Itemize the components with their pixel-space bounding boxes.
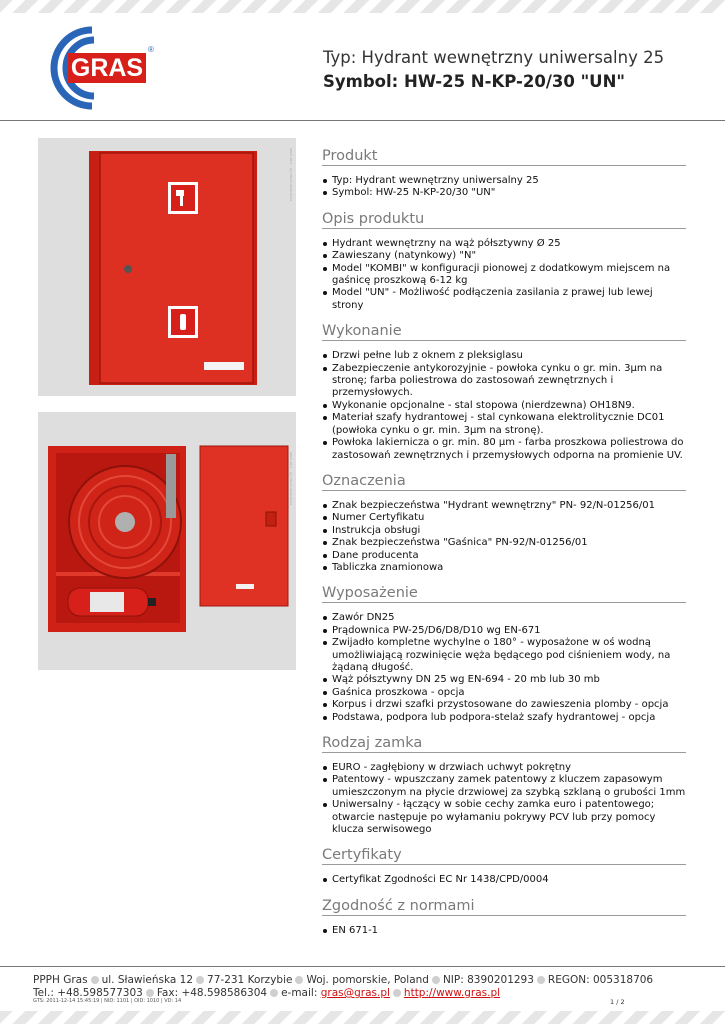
footer-address-line: [33, 974, 653, 986]
list-item: Prądownica PW-25/D6/D8/D10 wg EN-671: [322, 625, 686, 637]
list-item: Hydrant wewnętrzny na wąż półsztywny Ø 25: [322, 238, 686, 250]
footer-city: 77-231 Korzybie: [207, 974, 293, 986]
section-oznaczenia: [322, 473, 686, 574]
list-item: Zwijadło kompletne wychylne o 180° - wyposażone w oś wodną umożliwiającą rozwinięcie węża będącego pod ciśnieniem wody, na żądaną długość.: [322, 637, 686, 674]
list-item: Gaśnica proszkowa - opcja: [322, 687, 686, 699]
list-item: Dane producenta: [322, 550, 686, 562]
header-divider: [0, 120, 725, 121]
bottom-stripe-border: [0, 1011, 725, 1024]
top-stripe-border: [0, 0, 725, 13]
section-zgodnosc-z-normami: [322, 898, 686, 937]
list-item: Instrukcja obsługi: [322, 525, 686, 537]
section-wyposazenie: [322, 585, 686, 724]
bullet-list: [322, 350, 686, 462]
list-item: Wykonanie opcjonalne - stal stopowa (nierdzewna) OH18N9.: [322, 400, 686, 412]
list-item: Patentowy - wpuszczany zamek patentowy z kluczem zapasowym umieszczonym na płycie drzwiowej za szybką szklaną o grubości 1mm: [322, 774, 686, 799]
list-item: Zabezpieczenie antykorozyjnie - powłoka cynku o gr. min. 3µm na stronę; farba poliestrowa do zastosowań zewnętrznych i przemysłowych.: [322, 363, 686, 400]
section-certyfikaty: [322, 847, 686, 886]
list-item: Drzwi pełne lub z oknem z pleksiglasu: [322, 350, 686, 362]
list-item: Certyfikat Zgodności EC Nr 1438/CPD/0004: [322, 874, 686, 886]
separator-dot-icon: [537, 976, 545, 984]
separator-dot-icon: [393, 989, 401, 997]
list-item: Model "KOMBI" w konfiguracji pionowej z dodatkowym miejscem na gaśnicę proszkową 6-12 kg: [322, 263, 686, 288]
list-item: Model "UN" - Możliwość podłączenia zasilania z prawej lub lewej strony: [322, 287, 686, 312]
separator-dot-icon: [295, 976, 303, 984]
separator-dot-icon: [432, 976, 440, 984]
section-wykonanie: [322, 323, 686, 462]
photo-side-print: GRAS 2011 · typ HW-25 N-KP-20/30: [289, 452, 293, 506]
section-produkt: [322, 148, 686, 200]
section-opis-produktu: [322, 211, 686, 312]
product-photo-open-cabinet: [38, 412, 296, 670]
website-link[interactable]: http://www.gras.pl: [403, 987, 501, 999]
section-title: Certyfikaty: [322, 847, 686, 865]
section-title: Opis produktu: [322, 211, 686, 229]
photo-side-print: GRAS 2011 · typ HW-25 N-KP-20/30: [289, 148, 293, 202]
separator-dot-icon: [91, 976, 99, 984]
footer-tel: Tel.: +48.598577303: [33, 987, 143, 999]
list-item: Numer Certyfikatu: [322, 512, 686, 524]
footer-nip: NIP: 8390201293: [442, 974, 534, 986]
specification-content: [322, 148, 686, 948]
bullet-list: [322, 925, 686, 937]
bullet-list: [322, 762, 686, 836]
footer-fax: Fax: +48.598586304: [156, 987, 268, 999]
separator-dot-icon: [146, 989, 154, 997]
list-item: Wąż półsztywny DN 25 wg EN-694 - 20 mb lub 30 mb: [322, 674, 686, 686]
bullet-list: [322, 238, 686, 312]
page-number: 1 / 2: [610, 998, 625, 1006]
list-item: EURO - zagłębiony w drzwiach uchwyt pokrętny: [322, 762, 686, 774]
footer-regon: REGON: 005318706: [547, 974, 654, 986]
document-type-heading: Typ: Hydrant wewnętrzny uniwersalny 25: [323, 48, 665, 67]
email-link[interactable]: gras@gras.pl: [320, 987, 390, 999]
footer-metadata: GTS: 2011-12-14 15:45:19 | NID: 1101 | OID: 1010 | VD: 14: [33, 998, 182, 1004]
section-title: Oznaczenia: [322, 473, 686, 491]
list-item: Tabliczka znamionowa: [322, 562, 686, 574]
registered-mark: ®: [148, 45, 154, 54]
list-item: Symbol: HW-25 N-KP-20/30 "UN": [322, 187, 686, 199]
list-item: Materiał szafy hydrantowej - stal cynkowana elektrolitycznie DC01 (powłoka cynku o gr. min. 3µm na stronę).: [322, 412, 686, 437]
separator-dot-icon: [196, 976, 204, 984]
section-title: Wyposażenie: [322, 585, 686, 603]
list-item: Uniwersalny - łączący w sobie cechy zamka euro i patentowego; otwarcie następuje po wyłamaniu pokrywy PCV lub przy pomocy klucza serwisowego: [322, 799, 686, 836]
document-symbol-heading: Symbol: HW-25 N-KP-20/30 "UN": [323, 72, 625, 91]
list-item: Typ: Hydrant wewnętrzny uniwersalny 25: [322, 175, 686, 187]
logo-wordmark: GRAS: [70, 54, 144, 82]
list-item: Powłoka lakiernicza o gr. min. 80 µm - farba proszkowa poliestrowa do zastosowań zewnętrznych i przemysłowych odporna na promienie UV.: [322, 437, 686, 462]
section-title: Produkt: [322, 148, 686, 166]
bullet-list: [322, 500, 686, 574]
bullet-list: [322, 874, 686, 886]
section-title: Zgodność z normami: [322, 898, 686, 916]
separator-dot-icon: [270, 989, 278, 997]
list-item: Korpus i drzwi szafki przystosowane do zawieszenia plomby - opcja: [322, 699, 686, 711]
list-item: Zawór DN25: [322, 612, 686, 624]
list-item: Znak bezpieczeństwa "Gaśnica" PN-92/N-01256/01: [322, 537, 686, 549]
bullet-list: [322, 175, 686, 200]
footer-region: Woj. pomorskie, Poland: [306, 974, 429, 986]
footer-street: ul. Sławieńska 12: [101, 974, 194, 986]
product-photo-closed-cabinet: [38, 138, 296, 396]
list-item: Zawieszany (natynkowy) "N": [322, 250, 686, 262]
section-title: Rodzaj zamka: [322, 735, 686, 753]
section-title: Wykonanie: [322, 323, 686, 341]
footer-divider: [0, 966, 725, 967]
footer-email-label: e-mail:: [281, 987, 318, 999]
section-rodzaj-zamka: [322, 735, 686, 836]
footer-company: PPPH Gras: [33, 974, 88, 986]
gras-logo: [32, 24, 162, 112]
list-item: Znak bezpieczeństwa "Hydrant wewnętrzny" PN- 92/N-01256/01: [322, 500, 686, 512]
bullet-list: [322, 612, 686, 724]
list-item: Podstawa, podpora lub podpora-stelaż szafy hydrantowej - opcja: [322, 712, 686, 724]
list-item: EN 671-1: [322, 925, 686, 937]
